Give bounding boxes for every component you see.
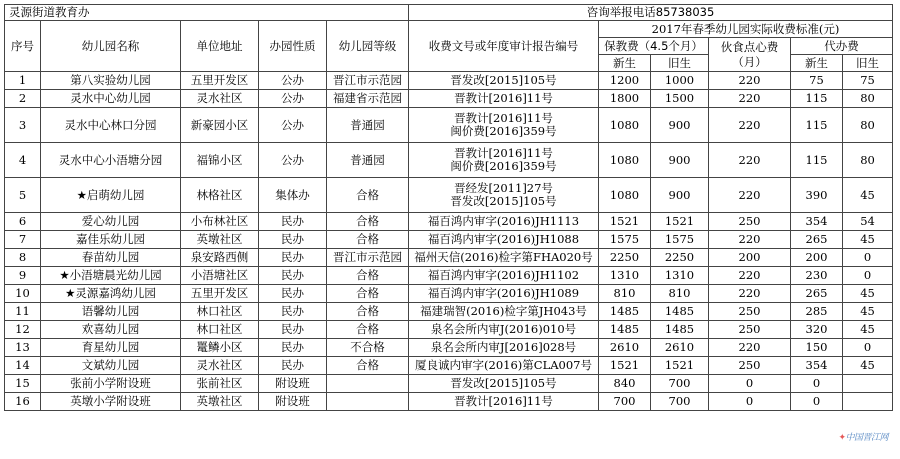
unit-address: 林口社区 [181,321,259,339]
table-row [5,143,893,178]
kindergarten-name: 灵水中心幼儿园 [41,90,181,108]
table-row [5,231,893,249]
unit-address: 灵水社区 [181,357,259,375]
table-row [5,339,893,357]
agent-fee-new: 115 [791,108,843,143]
fee-document-number [409,108,599,143]
care-fee-new: 810 [599,285,651,303]
fee-document-number [409,213,599,231]
fee-document-line: 福州天信(2016)检字第FHA020号 [414,250,593,264]
hotline: 咨询举报电话85738035 [409,5,893,21]
care-fee-old: 1575 [651,231,709,249]
kindergarten-level: 合格 [327,178,409,213]
fee-document-line: 闽价费[2016]359号 [450,159,557,173]
fee-document-line: 福百鸿内审字(2016)JH1102 [427,268,580,282]
fee-document-number [409,249,599,267]
agent-fee-old: 54 [843,213,893,231]
unit-address: 鼍鳞小区 [181,339,259,357]
fee-document-line: 厦良诚内审字(2016)第CLA007号 [415,358,592,372]
agent-fee-old: 45 [843,357,893,375]
agent-fee-new: 265 [791,231,843,249]
meal-fee: 250 [709,213,791,231]
meal-fee: 220 [709,72,791,90]
agent-fee-old: 80 [843,143,893,178]
unit-address: 英墩社区 [181,393,259,411]
unit-address: 福锦小区 [181,143,259,178]
agent-fee-old: 45 [843,231,893,249]
table-row [5,285,893,303]
agent-fee-old [843,375,893,393]
agent-fee-old: 0 [843,249,893,267]
col-agent-new: 新生 [791,55,843,72]
kindergarten-level: 合格 [327,357,409,375]
fee-document-line: 晋教计[2016]11号 [454,91,553,105]
care-fee-new: 1080 [599,178,651,213]
col-agent-old: 旧生 [843,55,893,72]
fee-document-number [409,339,599,357]
school-nature: 民办 [259,285,327,303]
meal-fee: 0 [709,393,791,411]
kindergarten-level: 合格 [327,321,409,339]
meal-fee: 220 [709,108,791,143]
kindergarten-name: ★灵源嘉鸿幼儿园 [41,285,181,303]
row-number: 5 [5,178,41,213]
watermark-logo: ✦中国晋江网 [838,433,888,443]
meal-fee: 250 [709,303,791,321]
fee-document-number [409,285,599,303]
kindergarten-name: 欢喜幼儿园 [41,321,181,339]
unit-address: 林口社区 [181,303,259,321]
table-row [5,375,893,393]
row-number: 11 [5,303,41,321]
agent-fee-old: 45 [843,303,893,321]
school-nature: 民办 [259,267,327,285]
agent-fee-old: 75 [843,72,893,90]
fee-document-line: 晋发改[2015]105号 [450,376,557,390]
kindergarten-name: 灵水中心小浯塘分园 [41,143,181,178]
row-number: 9 [5,267,41,285]
kindergarten-level: 普通园 [327,143,409,178]
agent-fee-old: 0 [843,339,893,357]
table-row [5,321,893,339]
kindergarten-level [327,393,409,411]
kindergarten-level: 晋江市示范园 [327,249,409,267]
unit-address: 五里开发区 [181,285,259,303]
agent-fee-old: 80 [843,108,893,143]
col-agent: 代办费 [791,38,893,55]
kindergarten-name: 英墩小学附设班 [41,393,181,411]
col-address: 单位地址 [181,21,259,72]
care-fee-old: 700 [651,375,709,393]
table-row [5,90,893,108]
school-nature: 公办 [259,72,327,90]
col-care: 保教费（4.5个月） [599,38,709,55]
agent-fee-new: 75 [791,72,843,90]
table-row [5,178,893,213]
row-number: 3 [5,108,41,143]
care-fee-old: 810 [651,285,709,303]
fee-document-line: 晋发改[2015]105号 [450,73,557,87]
fee-document-number [409,303,599,321]
fee-document-line: 晋教计[2016]11号 [454,394,553,408]
kindergarten-name: 语馨幼儿园 [41,303,181,321]
agent-fee-old: 80 [843,90,893,108]
care-fee-new: 700 [599,393,651,411]
kindergarten-name: 文斌幼儿园 [41,357,181,375]
kindergarten-name: 嘉佳乐幼儿园 [41,231,181,249]
school-nature: 民办 [259,321,327,339]
row-number: 2 [5,90,41,108]
fee-document-line: 晋教计[2016]11号 [454,146,553,160]
meal-fee: 220 [709,285,791,303]
care-fee-old: 900 [651,143,709,178]
fee-document-line: 晋教计[2016]11号 [454,111,553,125]
care-fee-old: 900 [651,178,709,213]
unit-address: 泉安路西侧 [181,249,259,267]
school-nature: 附设班 [259,375,327,393]
agent-fee-new: 200 [791,249,843,267]
row-number: 10 [5,285,41,303]
agent-fee-new: 390 [791,178,843,213]
care-fee-old: 1521 [651,213,709,231]
kindergarten-name: 第八实验幼儿园 [41,72,181,90]
fee-document-line: 晋经发[2011]27号 [454,181,553,195]
meal-fee: 0 [709,375,791,393]
row-number: 13 [5,339,41,357]
fee-document-line: 福百鸿内审字(2016)JH1089 [427,286,580,300]
unit-address: 小浯塘社区 [181,267,259,285]
kindergarten-level: 合格 [327,267,409,285]
care-fee-new: 1200 [599,72,651,90]
fee-document-line: 福百鸿内审字(2016)JH1088 [427,232,580,246]
meal-fee: 220 [709,267,791,285]
care-fee-old: 2610 [651,339,709,357]
school-nature: 民办 [259,357,327,375]
agent-fee-new: 0 [791,393,843,411]
meal-fee: 250 [709,321,791,339]
school-nature: 民办 [259,231,327,249]
agent-fee-old: 45 [843,178,893,213]
care-fee-new: 1485 [599,321,651,339]
fee-document-number [409,393,599,411]
agent-fee-new: 320 [791,321,843,339]
school-nature: 民办 [259,213,327,231]
school-nature: 公办 [259,90,327,108]
agent-fee-new: 265 [791,285,843,303]
row-number: 15 [5,375,41,393]
agent-fee-new: 0 [791,375,843,393]
agent-fee-new: 115 [791,90,843,108]
kindergarten-name: 灵水中心林口分园 [41,108,181,143]
fee-document-number [409,72,599,90]
fee-document-number [409,90,599,108]
kindergarten-level: 合格 [327,231,409,249]
table-row [5,303,893,321]
row-number: 8 [5,249,41,267]
table-row [5,213,893,231]
fee-document-number [409,321,599,339]
meal-fee: 220 [709,231,791,249]
care-fee-new: 1800 [599,90,651,108]
row-number: 16 [5,393,41,411]
care-fee-new: 1080 [599,108,651,143]
fee-document-line: 闽价费[2016]359号 [450,124,557,138]
care-fee-new: 1521 [599,357,651,375]
col-nature: 办园性质 [259,21,327,72]
row-number: 14 [5,357,41,375]
row-number: 6 [5,213,41,231]
school-nature: 集体办 [259,178,327,213]
row-number: 4 [5,143,41,178]
unit-address: 小布林社区 [181,213,259,231]
school-nature: 公办 [259,143,327,178]
table-row [5,357,893,375]
agent-fee-new: 115 [791,143,843,178]
unit-address: 五里开发区 [181,72,259,90]
fee-document-line: 晋发改[2015]105号 [450,194,557,208]
care-fee-new: 1485 [599,303,651,321]
school-nature: 民办 [259,303,327,321]
care-fee-old: 1485 [651,303,709,321]
col-care-old: 旧生 [651,55,709,72]
table-row [5,393,893,411]
meal-fee: 200 [709,249,791,267]
kindergarten-name: ★启萌幼儿园 [41,178,181,213]
meal-fee: 220 [709,339,791,357]
fee-document-number [409,375,599,393]
fee-table [4,4,893,411]
care-fee-new: 1310 [599,267,651,285]
unit-address: 张前社区 [181,375,259,393]
fee-document-number [409,231,599,249]
care-fee-old: 1485 [651,321,709,339]
table-row [5,267,893,285]
col-meal: 伙食点心费（月） [709,38,791,72]
table-row [5,72,893,90]
kindergarten-level: 不合格 [327,339,409,357]
agent-fee-old [843,393,893,411]
kindergarten-name: 春苗幼儿园 [41,249,181,267]
fee-document-number [409,178,599,213]
kindergarten-name: 育星幼儿园 [41,339,181,357]
agent-fee-new: 285 [791,303,843,321]
kindergarten-name: 张前小学附设班 [41,375,181,393]
care-fee-new: 840 [599,375,651,393]
care-fee-old: 1310 [651,267,709,285]
care-fee-new: 1521 [599,213,651,231]
unit-address: 英墩社区 [181,231,259,249]
meal-fee: 220 [709,143,791,178]
office-title: 灵源街道教育办 [5,5,409,21]
agent-fee-old: 0 [843,267,893,285]
care-fee-old: 1000 [651,72,709,90]
row-number: 12 [5,321,41,339]
care-fee-old: 900 [651,108,709,143]
care-fee-old: 1521 [651,357,709,375]
col-docno: 收费文号或年度审计报告编号 [409,21,599,72]
meal-fee: 250 [709,357,791,375]
care-fee-new: 2610 [599,339,651,357]
agent-fee-old: 45 [843,285,893,303]
agent-fee-new: 354 [791,213,843,231]
kindergarten-level: 福建省示范园 [327,90,409,108]
table-row [5,249,893,267]
fee-document-number [409,357,599,375]
school-nature: 民办 [259,249,327,267]
col-level: 幼儿园等级 [327,21,409,72]
school-nature: 民办 [259,339,327,357]
fee-document-line: 泉名会所内审J[2016]028号 [430,340,577,354]
kindergarten-level: 晋江市示范园 [327,72,409,90]
agent-fee-old: 45 [843,321,893,339]
unit-address: 灵水社区 [181,90,259,108]
school-nature: 公办 [259,108,327,143]
meal-fee: 220 [709,90,791,108]
table-row [5,108,893,143]
care-fee-old: 1500 [651,90,709,108]
row-number: 1 [5,72,41,90]
col-care-new: 新生 [599,55,651,72]
school-nature: 附设班 [259,393,327,411]
agent-fee-new: 230 [791,267,843,285]
unit-address: 林格社区 [181,178,259,213]
fee-document-number [409,143,599,178]
col-standard: 2017年春季幼儿园实际收费标准(元) [599,21,893,38]
fee-document-line: 泉名会所内审J(2016)010号 [430,322,577,336]
care-fee-new: 1080 [599,143,651,178]
fee-document-number [409,267,599,285]
fee-document-line: 福百鸿内审字(2016)JH1113 [427,214,580,228]
unit-address: 新豪园小区 [181,108,259,143]
kindergarten-level [327,375,409,393]
kindergarten-level: 合格 [327,303,409,321]
kindergarten-name: ★小浯塘晨光幼儿园 [41,267,181,285]
kindergarten-level: 合格 [327,213,409,231]
col-name: 幼儿园名称 [41,21,181,72]
meal-fee: 220 [709,178,791,213]
agent-fee-new: 150 [791,339,843,357]
kindergarten-name: 爱心幼儿园 [41,213,181,231]
fee-document-line: 福建瑞智(2016)检字第JH043号 [420,304,587,318]
care-fee-old: 2250 [651,249,709,267]
col-seq: 序号 [5,21,41,72]
kindergarten-level: 普通园 [327,108,409,143]
care-fee-new: 2250 [599,249,651,267]
agent-fee-new: 354 [791,357,843,375]
row-number: 7 [5,231,41,249]
care-fee-old: 700 [651,393,709,411]
kindergarten-level: 合格 [327,285,409,303]
care-fee-new: 1575 [599,231,651,249]
